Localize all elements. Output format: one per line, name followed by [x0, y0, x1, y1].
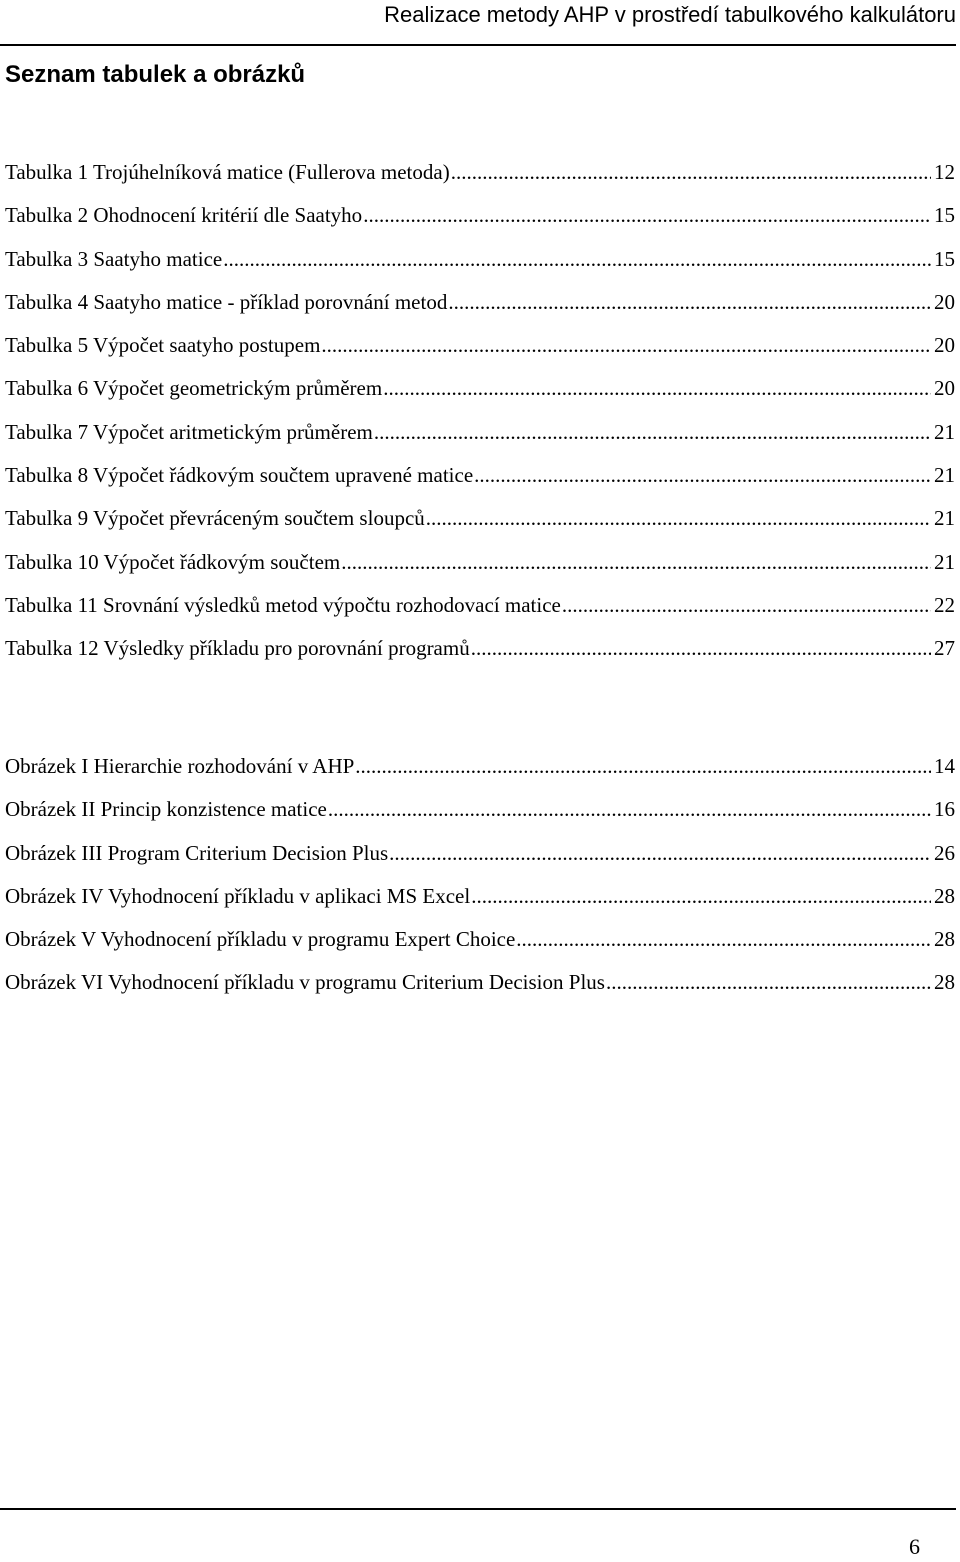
toc-entry-figure-2[interactable]: [5, 794, 955, 837]
page-number: 6: [909, 1534, 920, 1559]
toc-entry-table-9[interactable]: [5, 503, 955, 546]
list-of-tables: [5, 157, 955, 677]
toc-entry-table-1[interactable]: [5, 157, 955, 200]
dot-leader: [374, 417, 931, 447]
toc-entry-table-11[interactable]: [5, 590, 955, 633]
toc-entry-table-5[interactable]: [5, 330, 955, 373]
toc-entry-page: 28: [934, 927, 955, 952]
toc-entry-figure-6[interactable]: [5, 967, 955, 1010]
toc-entry-table-4[interactable]: [5, 287, 955, 330]
toc-entry-label: Tabulka 1 Trojúhelníková matice (Fullerova metoda): [5, 160, 450, 184]
toc-entry-label: Tabulka 5 Výpočet saatyho postupem: [5, 333, 321, 358]
toc-entry-page: 20: [934, 333, 955, 358]
toc-entry-label: Obrázek VI Vyhodnocení příkladu v programu Criterium Decision Plus: [5, 970, 605, 995]
dot-leader: [383, 373, 931, 403]
dot-leader: [448, 287, 931, 317]
toc-entry-page: 15: [934, 203, 955, 228]
toc-entry-figure-3[interactable]: [5, 838, 955, 881]
toc-entry-page: 20: [934, 289, 955, 314]
toc-entry-label: Tabulka 4 Saatyho matice - příklad porovnání metod: [5, 289, 448, 314]
dot-leader: [426, 503, 931, 533]
toc-entry-page: 21: [934, 549, 955, 574]
dot-leader: [451, 157, 931, 187]
toc-entry-label: Obrázek III Program Criterium Decision Plus: [5, 840, 389, 865]
toc-entry-label: Tabulka 10 Výpočet řádkovým součtem: [5, 549, 341, 574]
toc-entry-label: Obrázek I Hierarchie rozhodování v AHP: [5, 754, 355, 778]
section-title: Seznam tabulek a obrázků: [5, 61, 306, 88]
toc-entry-figure-5[interactable]: [5, 924, 955, 967]
toc-entry-table-3[interactable]: [5, 244, 955, 287]
footer-rule: [0, 1508, 956, 1510]
dot-leader: [328, 794, 931, 824]
toc-entry-label: Obrázek V Vyhodnocení příkladu v programu Expert Choice: [5, 927, 516, 952]
toc-entry-page: 12: [934, 160, 955, 184]
toc-entry-label: Tabulka 6 Výpočet geometrickým průměrem: [5, 376, 383, 401]
toc-entry-label: Tabulka 3 Saatyho matice: [5, 246, 223, 271]
toc-entry-table-8[interactable]: [5, 460, 955, 503]
toc-entry-page: 15: [934, 246, 955, 271]
toc-entry-page: 22: [934, 592, 955, 617]
toc-entry-figure-1[interactable]: [5, 751, 955, 794]
toc-entry-label: Obrázek II Princip konzistence matice: [5, 797, 327, 822]
dot-leader: [321, 330, 931, 360]
dot-leader: [355, 751, 931, 781]
toc-entry-label: Tabulka 7 Výpočet aritmetickým průměrem: [5, 419, 373, 444]
toc-entry-label: Tabulka 8 Výpočet řádkovým součtem upravené matice: [5, 463, 474, 488]
toc-entry-page: 28: [934, 883, 955, 908]
dot-leader: [562, 590, 931, 620]
toc-entry-table-10[interactable]: [5, 547, 955, 590]
toc-entry-page: 21: [934, 506, 955, 531]
toc-entry-label: Tabulka 11 Srovnání výsledků metod výpočtu rozhodovací matice: [5, 592, 561, 617]
toc-entry-page: 16: [934, 797, 955, 822]
dot-leader: [471, 881, 931, 911]
toc-entry-table-7[interactable]: [5, 417, 955, 460]
toc-entry-page: 26: [934, 840, 955, 865]
dot-leader: [471, 633, 931, 663]
toc-entry-label: Obrázek IV Vyhodnocení příkladu v aplikaci MS Excel: [5, 883, 471, 908]
dot-leader: [389, 838, 931, 868]
dot-leader: [341, 547, 931, 577]
toc-entry-page: 27: [934, 636, 955, 661]
toc-entry-table-12[interactable]: [5, 633, 955, 676]
toc-entry-page: 14: [934, 754, 955, 778]
toc-entry-table-2[interactable]: [5, 200, 955, 243]
toc-entry-page: 21: [934, 419, 955, 444]
running-header: [0, 0, 956, 46]
dot-leader: [223, 244, 931, 274]
toc-entry-page: 20: [934, 376, 955, 401]
toc-entry-figure-4[interactable]: [5, 881, 955, 924]
list-of-figures: [5, 751, 955, 1011]
dot-leader: [474, 460, 931, 490]
toc-entry-page: 21: [934, 463, 955, 488]
dot-leader: [606, 967, 931, 997]
toc-entry-label: Tabulka 9 Výpočet převráceným součtem sloupců: [5, 506, 425, 531]
toc-entry-page: 28: [934, 970, 955, 995]
toc-entry-label: Tabulka 2 Ohodnocení kritérií dle Saatyho: [5, 203, 363, 228]
dot-leader: [363, 200, 931, 230]
toc-entry-table-6[interactable]: [5, 373, 955, 416]
dot-leader: [516, 924, 931, 954]
document-title: Realizace metody AHP v prostředí tabulkového kalkulátoru: [384, 2, 956, 27]
toc-entry-label: Tabulka 12 Výsledky příkladu pro porovnání programů: [5, 636, 470, 661]
